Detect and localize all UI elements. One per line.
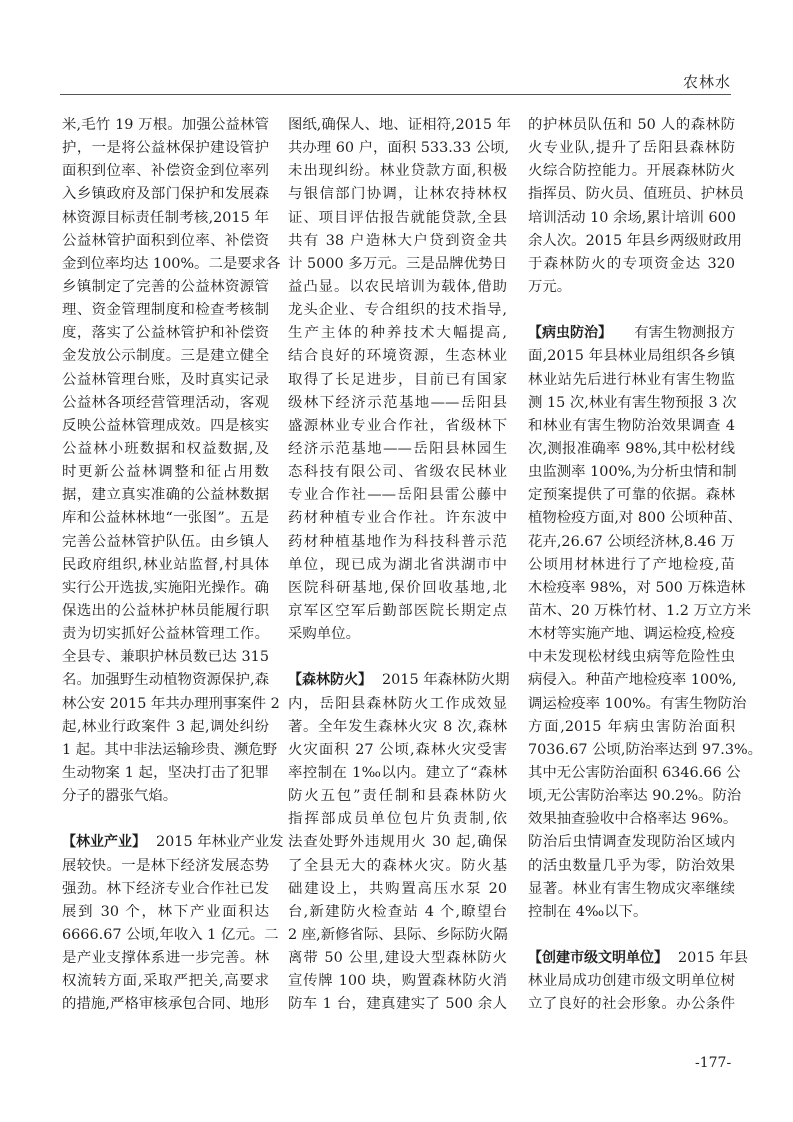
line-text: 7036.67 公顷,防治率达到 97.3%。 <box>528 741 763 758</box>
text-line <box>528 669 735 692</box>
text-column-3 <box>528 114 763 1016</box>
line-text: 药材种植专业合作社。许东波中 <box>288 510 507 527</box>
text-line <box>528 531 735 554</box>
text-line <box>62 693 280 716</box>
line-text: 证、项目评估报告就能贷款,全县 <box>288 209 507 226</box>
text-line <box>62 600 269 623</box>
section-heading: 【森林防火】 <box>288 672 372 689</box>
line-text: 指挥员、防火员、值班员、护林员 <box>528 186 744 203</box>
text-line <box>288 230 507 253</box>
text-line <box>62 554 269 577</box>
line-text: 次,测报准确率 98%,其中松材线 <box>528 440 735 457</box>
paragraph-gap <box>528 299 735 322</box>
line-text: 公益林各项经营管理活动，客观 <box>62 394 269 411</box>
text-line <box>528 230 742 253</box>
text-line <box>288 855 507 878</box>
line-text: 植物检疫方面,对 800 公顷种苗、 <box>528 510 742 527</box>
text-line <box>62 369 269 392</box>
line-text: 显著。林业有害生物成灾率继续 <box>528 880 735 897</box>
line-text: 结合良好的环境资源，生态林业 <box>288 348 507 365</box>
text-line <box>288 947 507 970</box>
line-text: 展较快。一是林下经济发展态势 <box>62 857 269 874</box>
text-line <box>288 415 507 438</box>
text-line <box>62 392 269 415</box>
text-column-2 <box>288 114 512 1016</box>
text-line <box>62 878 269 901</box>
line-text: 龙头企业、专合组织的技术指导, <box>288 302 507 319</box>
line-text: 反映公益林管理成效。四是核实 <box>62 417 269 434</box>
text-line <box>528 369 735 392</box>
line-text: 护，一是将公益林保护建设管护 <box>62 140 269 157</box>
text-line <box>62 114 269 137</box>
line-text: 保选出的公益林护林员能履行职 <box>62 602 269 619</box>
line-text: 实行公开选拔,实施阳光操作。确 <box>62 579 269 596</box>
line-text: 方面,2015 年病虫害防治面积 <box>528 718 735 735</box>
line-text: 顷,无公害防治率达 90.2%。防治 <box>528 788 742 805</box>
line-text: 是产业支撑体系进一步完善。林 <box>62 950 269 967</box>
text-line <box>288 808 507 831</box>
line-text: 共办理 60 户，面积 533.33 公顷, <box>288 140 510 157</box>
text-line <box>528 415 735 438</box>
line-text: 专业合作社——岳阳县雷公藤中 <box>288 487 507 504</box>
text-line <box>288 970 507 993</box>
line-text: 台,新建防火检查站 4 个,瞭望台 <box>288 903 507 920</box>
text-line <box>288 183 507 206</box>
line-text: 有害生物测报方 <box>634 325 735 342</box>
text-line <box>62 507 269 530</box>
text-line <box>528 392 735 415</box>
text-line <box>288 276 507 299</box>
text-line <box>288 554 507 577</box>
line-text: 的措施,严格审核承包合同、地形 <box>62 996 269 1013</box>
text-line <box>528 993 735 1016</box>
line-text: 公益林小班数据和权益数据,及 <box>62 440 269 457</box>
line-text: 2015 年县 <box>678 950 748 967</box>
paragraph-gap <box>288 646 507 669</box>
line-text: 全县专、兼职护林员数已达 315 <box>62 649 269 666</box>
line-text: 余人次。2015 年县乡两级财政用 <box>528 232 742 249</box>
line-text: 度，落实了公益林管护和补偿资 <box>62 325 269 342</box>
line-text: 1 起。其中非法运输珍贵、濒危野 <box>62 741 278 758</box>
line-text: 木检疫率 98%，对 500 万株造林 <box>528 579 746 596</box>
text-line <box>62 322 269 345</box>
line-text: 木材等实施产地、调运检疫,检疫 <box>528 626 735 643</box>
text-line <box>288 137 510 160</box>
line-text: 率控制在 1‰以内。建立了“森林 <box>288 764 507 781</box>
text-line <box>288 993 507 1016</box>
text-line <box>288 716 507 739</box>
line-text: 防火五包”责任制和县森林防火 <box>288 788 507 805</box>
line-text: 民政府组织,林业站监督,村具体 <box>62 556 269 573</box>
line-text: 林业局成功创建市级文明单位树 <box>528 973 735 990</box>
line-text: 药材种植基地作为科技科普示范 <box>288 533 507 550</box>
line-text: 未出现纠纷。林业贷款方面,积极 <box>288 163 507 180</box>
line-text: 法查处野外违规用火 30 起,确保 <box>288 834 507 851</box>
line-text: 权流转方面,采取严把关,高要求 <box>62 973 269 990</box>
text-line <box>528 600 752 623</box>
line-text: 据，建立真实准确的公益林数据 <box>62 487 269 504</box>
line-text: 计 5000 多万元。三是品牌优势日 <box>288 255 507 272</box>
line-text: 火专业队,提升了岳阳县森林防 <box>528 140 735 157</box>
text-line <box>62 183 269 206</box>
line-text: 离带 50 公里,建设大型森林防火 <box>288 950 507 967</box>
text-line <box>528 739 763 762</box>
paragraph-gap <box>528 924 735 947</box>
text-line <box>288 623 507 646</box>
text-line <box>528 322 735 345</box>
text-line <box>288 924 507 947</box>
line-text: 公益林管护面积到位率、补偿资 <box>62 232 269 249</box>
text-line <box>288 507 507 530</box>
line-text: 础建设上，共购置高压水泵 20 <box>288 880 507 897</box>
text-line <box>288 207 507 230</box>
line-text: 内，岳阳县森林防火工作成效显 <box>288 695 507 712</box>
line-text: 立了良好的社会形象。办公条件 <box>528 996 735 1013</box>
line-text: 虫监测率 100%,为分析虫情和制 <box>528 464 737 481</box>
text-line <box>62 739 278 762</box>
text-line <box>288 322 507 345</box>
running-header-title: 农林水 <box>682 73 731 91</box>
text-line <box>528 554 735 577</box>
text-line <box>288 392 507 415</box>
text-line <box>528 461 735 484</box>
line-text: 林资源目标责任制考核,2015 年 <box>62 209 269 226</box>
line-text: 6666.67 公顷,年收入 1 亿元。二 <box>62 926 279 943</box>
text-line <box>528 160 735 183</box>
line-text: 生动物案 1 起，坚决打击了犯罪 <box>62 764 269 781</box>
line-text: 防治后虫情调查发现防治区域内 <box>528 834 735 851</box>
line-text: 库和公益林林地“一张图”。五是 <box>62 510 269 527</box>
paragraph-gap <box>62 808 269 831</box>
text-line <box>62 253 281 276</box>
line-text: 公益林管理台账，及时真实记录 <box>62 371 269 388</box>
line-text: 与银信部门协调，让林农持林权 <box>288 186 507 203</box>
text-line <box>528 438 735 461</box>
line-text: 防车 1 台，建真建实了 500 余人 <box>288 996 507 1013</box>
text-line <box>62 345 269 368</box>
text-line <box>288 461 507 484</box>
text-line <box>62 762 269 785</box>
line-text: 测 15 次,林业有害生物预报 3 次 <box>528 394 737 411</box>
line-text: 强劲。林下经济专业合作社已发 <box>62 880 269 897</box>
line-text: 著。全年发生森林火灾 8 次,森林 <box>288 718 507 735</box>
text-line <box>288 345 507 368</box>
text-line <box>288 438 507 461</box>
line-text: 公顷用材林进行了产地检疫,苗 <box>528 556 735 573</box>
text-line <box>528 831 735 854</box>
text-line <box>528 183 744 206</box>
text-line <box>288 693 507 716</box>
line-text: 了全县无大的森林火灾。防火基 <box>288 857 507 874</box>
text-line <box>62 137 269 160</box>
line-text: 展到 30 个，林下产业面积达 <box>62 903 269 920</box>
header-rule <box>60 94 731 95</box>
text-line <box>288 600 507 623</box>
line-text: 2015 年林业产业发 <box>156 834 284 851</box>
text-line <box>62 276 269 299</box>
line-text: 经济示范基地——岳阳县林园生 <box>288 440 507 457</box>
line-text: 中未发现松材线虫病等危险性虫 <box>528 649 735 666</box>
line-text: 林公安 2015 年共办理刑事案件 2 <box>62 695 280 712</box>
text-line <box>528 623 735 646</box>
line-text: 级林下经济示范基地——岳阳县 <box>288 394 507 411</box>
line-text: 苗木、20 万株竹材、1.2 万立方米 <box>528 602 752 619</box>
text-line <box>62 669 269 692</box>
text-line <box>288 739 507 762</box>
line-text: 医院科研基地,保价回收基地,北 <box>288 579 507 596</box>
text-line <box>288 577 507 600</box>
text-line <box>528 276 735 299</box>
line-text: 病侵入。种苗产地检疫率 100%, <box>528 672 737 689</box>
line-text: 盛源林业专业合作社，省级林下 <box>288 417 507 434</box>
text-line <box>62 207 269 230</box>
text-line <box>62 947 269 970</box>
line-text: 效果抽查验收中合格率达 96%。 <box>528 811 738 828</box>
text-line <box>62 831 284 854</box>
text-line <box>528 253 735 276</box>
line-text: 的护林员队伍和 50 人的森林防 <box>528 117 735 133</box>
line-text: 单位，现已成为湖北省洪湖市中 <box>288 556 507 573</box>
section-heading: 【林业产业】 <box>62 834 146 851</box>
text-line <box>62 924 279 947</box>
text-line <box>528 855 735 878</box>
line-text: 责为切实抓好公益林管理工作。 <box>62 626 269 643</box>
text-line <box>528 808 738 831</box>
line-text: 采购单位。 <box>288 626 360 643</box>
line-text: 宣传牌 100 块，购置森林防火消 <box>288 973 507 990</box>
line-text: 和林业有害生物防治效果调查 4 <box>528 417 735 434</box>
text-line <box>288 878 507 901</box>
text-line <box>288 299 507 322</box>
line-text: 控制在 4‰以下。 <box>528 903 648 920</box>
line-text: 名。加强野生动植物资源保护,森 <box>62 672 269 689</box>
section-heading: 【病虫防治】 <box>528 325 612 342</box>
text-line <box>288 531 507 554</box>
line-text: 京军区空军后勤部医院长期定点 <box>288 602 507 619</box>
line-text: 火综合防控能力。开展森林防火 <box>528 163 735 180</box>
text-line <box>62 160 269 183</box>
text-line <box>528 577 746 600</box>
text-line <box>62 484 269 507</box>
text-line <box>288 484 507 507</box>
text-line <box>528 137 735 160</box>
text-line <box>62 716 269 739</box>
text-line <box>288 785 507 808</box>
text-line <box>528 970 735 993</box>
line-text: 2 座,新修省际、县际、乡际防火隔 <box>288 926 508 943</box>
line-text: 态科技有限公司、省级农民林业 <box>288 464 507 481</box>
text-line <box>528 484 735 507</box>
page-number: -177- <box>695 1055 732 1071</box>
text-line <box>288 669 510 692</box>
text-line <box>62 299 269 322</box>
text-line <box>62 623 269 646</box>
line-text: 时更新公益林调整和征占用数 <box>62 464 269 481</box>
text-line <box>528 207 735 230</box>
line-text: 花卉,26.67 公顷经济林,8.46 万 <box>528 533 735 550</box>
line-text: 定预案提供了可靠的依据。森林 <box>528 487 735 504</box>
line-text: 乡镇制定了完善的公益林资源管 <box>62 278 269 295</box>
section-heading: 【创建市级文明单位】 <box>528 950 668 967</box>
line-text: 取得了长足进步，目前已有国家 <box>288 371 507 388</box>
text-line <box>62 970 269 993</box>
text-line <box>62 230 269 253</box>
text-line <box>288 253 507 276</box>
line-text: 林业站先后进行林业有害生物监 <box>528 371 735 388</box>
line-text: 起,林业行政案件 3 起,调处纠纷 <box>62 718 269 735</box>
line-text: 金发放公示制度。三是建立健全 <box>62 348 269 365</box>
text-line <box>62 415 269 438</box>
text-line <box>528 762 741 785</box>
line-text: 分子的嚣张气焰。 <box>62 788 178 805</box>
line-text: 完善公益林管护队伍。由乡镇人 <box>62 533 269 550</box>
line-text: 金到位率均达 100%。二是要求各 <box>62 255 281 272</box>
line-text: 益凸显。以农民培训为载体,借助 <box>288 278 507 295</box>
text-line <box>288 831 507 854</box>
line-text: 万元。 <box>528 278 572 295</box>
line-text: 火灾面积 27 公顷,森林火灾受害 <box>288 741 507 758</box>
text-line <box>528 114 735 137</box>
text-line <box>62 438 269 461</box>
line-text: 图纸,确保人、地、证相符,2015 年 <box>288 117 512 133</box>
line-text: 面积到位率、补偿资金到位率列 <box>62 163 269 180</box>
text-line <box>62 531 269 554</box>
text-line <box>528 785 742 808</box>
text-line <box>528 507 742 530</box>
text-line <box>528 901 735 924</box>
line-text: 共有 38 户造林大户贷到资金共 <box>288 232 507 249</box>
text-line <box>62 646 269 669</box>
line-text: 其中无公害防治面积 6346.66 公 <box>528 764 741 781</box>
text-line <box>288 160 507 183</box>
line-text: 米,毛竹 19 万根。加强公益林管 <box>62 117 269 133</box>
line-text: 生产主体的种养技术大幅提高, <box>288 325 507 342</box>
text-line <box>62 901 269 924</box>
text-column-1 <box>62 114 284 1016</box>
line-text: 于森林防火的专项资金达 320 <box>528 255 735 272</box>
text-line <box>288 901 507 924</box>
line-text: 入乡镇政府及部门保护和发展森 <box>62 186 269 203</box>
text-line <box>62 855 269 878</box>
text-line <box>528 345 735 368</box>
text-line <box>288 762 507 785</box>
line-text: 调运检疫率 100%。有害生物防治 <box>528 695 747 712</box>
line-text: 面,2015 年县林业局组织各乡镇 <box>528 348 735 365</box>
text-line <box>288 369 507 392</box>
text-line <box>288 114 512 137</box>
text-line <box>62 785 269 808</box>
text-line <box>62 993 269 1016</box>
line-text: 培训活动 10 余场,累计培训 600 <box>528 209 736 226</box>
line-text: 2015 年森林防火期 <box>382 672 510 689</box>
text-line <box>528 716 735 739</box>
line-text: 的活虫数量几乎为零，防治效果 <box>528 857 735 874</box>
text-line <box>528 947 748 970</box>
text-line <box>528 878 735 901</box>
text-line <box>528 693 747 716</box>
line-text: 指挥部成员单位包片负责制,依 <box>288 811 507 828</box>
text-line <box>62 461 269 484</box>
line-text: 理、资金管理制度和检查考核制 <box>62 302 269 319</box>
text-line <box>62 577 269 600</box>
text-line <box>528 646 735 669</box>
